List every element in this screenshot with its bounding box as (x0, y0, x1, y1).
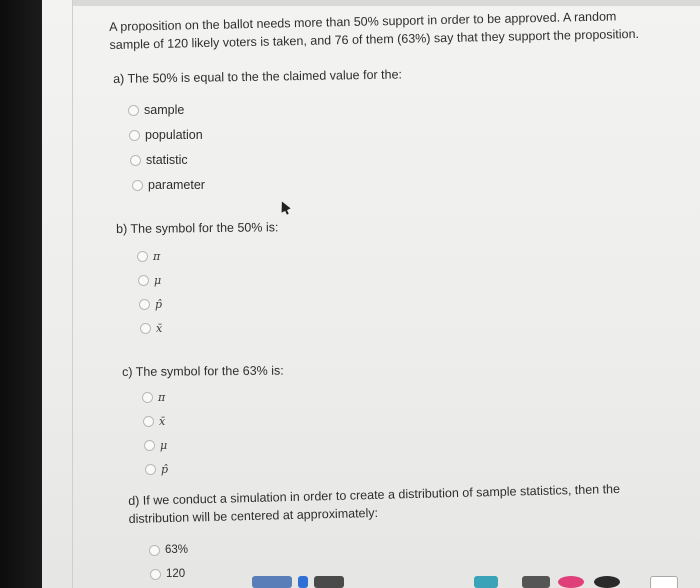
radio-button[interactable] (145, 464, 156, 475)
radio-button[interactable] (128, 105, 139, 116)
dock-app-icon[interactable] (522, 576, 550, 588)
dock-app-icon[interactable] (650, 576, 678, 588)
option-b-p-hat[interactable] (139, 298, 162, 311)
option-c-pi[interactable] (142, 391, 165, 404)
question-d-line-2: distribution will be centered at approximately: (128, 505, 379, 526)
question-d-line-1: d) If we conduct a simulation in order to create a distribution of sample statistics, then the (128, 481, 621, 508)
dock-app-icon[interactable] (594, 576, 620, 588)
radio-button[interactable] (149, 545, 160, 556)
option-label: x̄ (159, 415, 166, 428)
mouse-cursor-icon (277, 199, 290, 212)
option-b-pi[interactable] (137, 250, 160, 263)
option-label: p̂ (161, 463, 169, 476)
radio-button[interactable] (140, 323, 151, 334)
option-label: x̄ (156, 322, 163, 335)
dock-app-icon[interactable] (558, 576, 584, 588)
radio-button[interactable] (150, 569, 161, 580)
app-dock (252, 576, 700, 588)
screen-bezel-left (0, 0, 42, 588)
option-d-120[interactable] (150, 568, 185, 580)
radio-button[interactable] (132, 180, 143, 191)
intro-text (109, 7, 639, 54)
dock-app-icon[interactable] (252, 576, 292, 588)
quiz-page (42, 0, 700, 588)
option-label: parameter (148, 178, 205, 192)
radio-button[interactable] (138, 275, 149, 286)
option-b-x-bar[interactable] (140, 322, 162, 335)
option-d-63-percent[interactable] (149, 544, 188, 556)
radio-button[interactable] (144, 440, 155, 451)
option-label: sample (144, 103, 185, 117)
option-label: π (158, 391, 166, 404)
option-label: 63% (165, 544, 189, 556)
option-a-statistic[interactable] (130, 153, 188, 167)
option-c-mu[interactable] (144, 439, 167, 452)
dock-app-icon[interactable] (474, 576, 498, 588)
option-a-parameter[interactable] (132, 178, 205, 192)
intro-line-1: A proposition on the ballot needs more than 50% support in order to be approved. A random (109, 9, 617, 34)
radio-button[interactable] (143, 416, 154, 427)
dock-app-icon[interactable] (314, 576, 344, 588)
option-label: statistic (146, 153, 188, 167)
dock-app-icon[interactable] (298, 576, 308, 588)
question-c-prompt: c) The symbol for the 63% is: (122, 363, 284, 379)
option-a-sample[interactable] (128, 103, 184, 117)
radio-button[interactable] (139, 299, 150, 310)
radio-button[interactable] (129, 130, 140, 141)
top-strip (72, 0, 700, 6)
option-c-p-hat[interactable] (145, 463, 168, 476)
radio-button[interactable] (130, 155, 141, 166)
question-b-prompt: b) The symbol for the 50% is: (116, 220, 279, 236)
option-label: p̂ (155, 298, 163, 311)
option-label: μ (160, 439, 168, 452)
option-a-population[interactable] (129, 128, 203, 142)
radio-button[interactable] (137, 251, 148, 262)
option-label: π (153, 250, 161, 263)
option-label: 120 (166, 568, 186, 580)
question-a-prompt: a) The 50% is equal to the the claimed value for the: (113, 67, 403, 86)
option-label: μ (154, 274, 162, 287)
option-b-mu[interactable] (138, 274, 161, 287)
radio-button[interactable] (142, 392, 153, 403)
option-c-x-bar[interactable] (143, 415, 165, 428)
option-label: population (145, 128, 203, 142)
page-border (72, 0, 73, 588)
intro-line-2: sample of 120 likely voters is taken, and 76 of them (63%) say that they support the proposition. (109, 26, 640, 52)
question-d-prompt (128, 480, 621, 528)
